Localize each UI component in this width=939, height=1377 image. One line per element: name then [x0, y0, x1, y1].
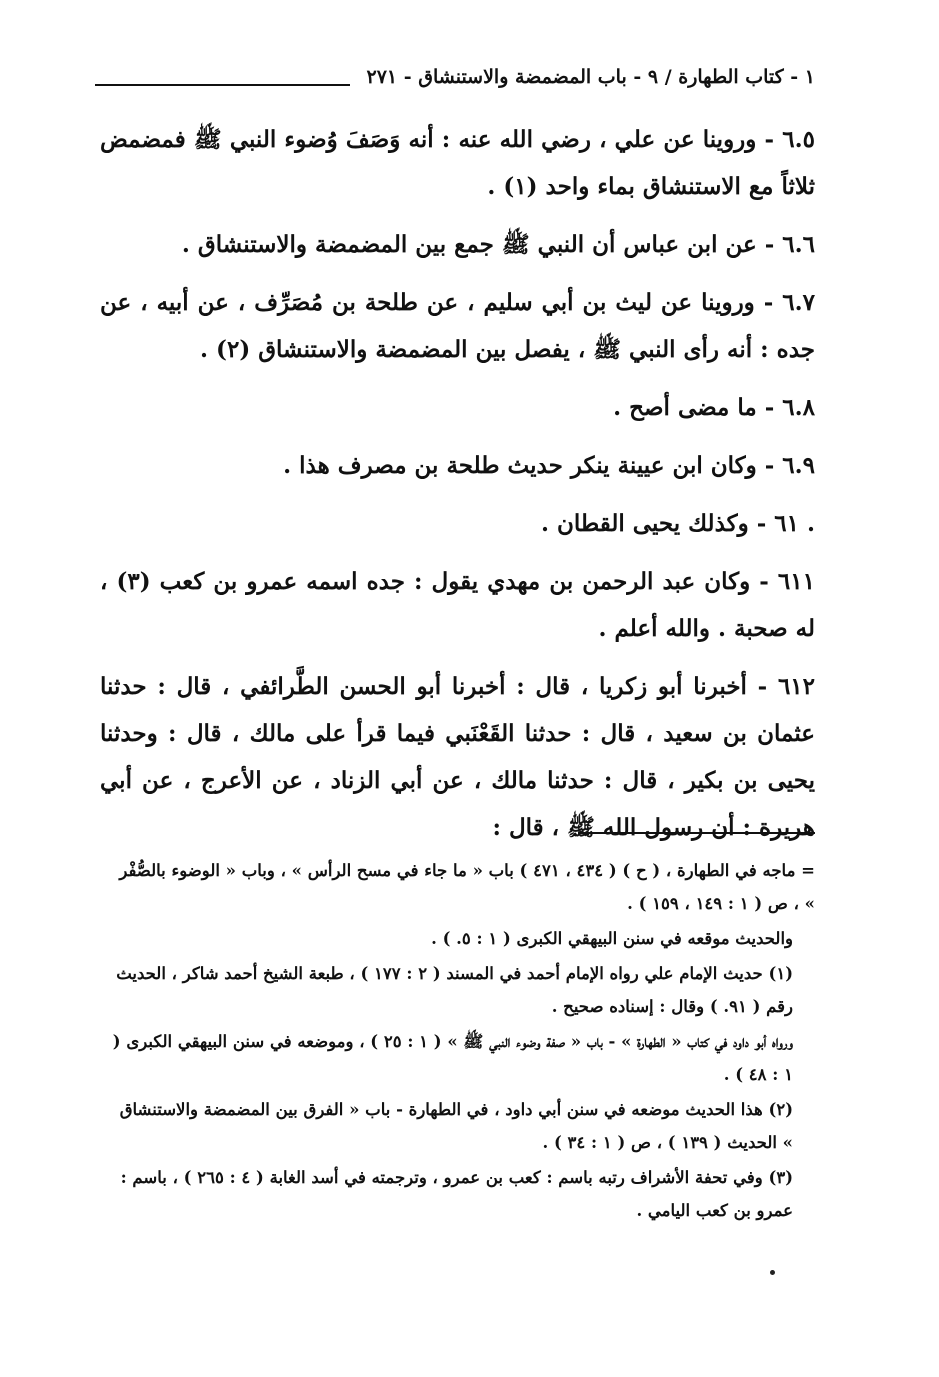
- paragraph-606: ٦.٦ - عن ابن عباس أن النبي ﷺ جمع بين المضمضة والاستنشاق .: [181, 231, 815, 258]
- footnote-2: (٢) هذا الحديث موضعه في سنن أبي داود ، في الطهارة - باب « الفرق بين المضمضة والاستنشاق » الحديث ( ١٣٩ ) ، ص ( ١ : ٣٤ ) .: [119, 1100, 793, 1152]
- footnote-3: (٣) وفي تحفة الأشراف رتبه باسم : كعب بن عمرو ، وترجمته في أسد الغابة ( ٤ : ٢٦٥ ) ، باسم : عمرو بن كعب اليامي .: [120, 1168, 793, 1220]
- running-header: [95, 62, 815, 102]
- header-rule: [95, 84, 350, 86]
- footnote-separator: [578, 832, 815, 834]
- paragraph-610: . ٦١ - وكذلك يحيى القطان .: [540, 510, 815, 537]
- ink-dot: [770, 1270, 775, 1275]
- paragraph-612: ٦١٢ - أخبرنا أبو زكريا ، قال : أخبرنا أبو الحسن الطَّرائفي ، قال : حدثنا عثمان بن سعيد ، قال : حدثنا القَعْنَبي فيما قرأ على مالك ، قال : وحدثنا يحيى بن بكير ، قال : حدثنا مالك ، عن أبي الزناد ، عن الأعرج ، عن أبي هريرة : أن رسول الله ﷺ ، قال :: [100, 673, 816, 841]
- footnote-text: والحديث موقعه في سنن البيهقي الكبرى ( ١ : ٥. ) .: [431, 929, 793, 948]
- footnote-1-continued: ورواه أبو داود في كتاب « الطهارة » - باب « صفة وضوء النبي ﷺ » ( ١ : ٢٥ ) ، وموضعه في سنن البيهقي الكبرى ( ١ : ٤٨ ) .: [112, 1032, 793, 1084]
- main-text: [100, 116, 815, 862]
- footnote-continuation: = ماجه في الطهارة ، ( ح ) ( ٤٣٤ ، ٤٧١ ) باب « ما جاء في مسح الرأس » ، وباب « الوضوء بالصُّفْر » ، ص ( ١ : ١٤٩ ، ١٥٩ ) .: [119, 861, 815, 913]
- paragraph-605: ٦.٥ - وروينا عن علي ، رضي الله عنه : أنه وَصَفَ وُضوء النبي ﷺ فمضمض ثلاثاً مع الاستنشاق بماء واحد (١) .: [100, 126, 815, 200]
- footnotes: [105, 854, 815, 1229]
- paragraph-611: ٦١١ - وكان عبد الرحمن بن مهدي يقول : جده اسمه عمرو بن كعب (٣) ، له صحبة . والله أعلم .: [100, 568, 815, 642]
- paragraph-608: ٦.٨ - ما مضى أصح .: [613, 394, 815, 421]
- header-title: ١ - كتاب الطهارة / ٩ - باب المضمضة والاستنشاق - ٢٧١: [366, 66, 815, 88]
- paragraph-607: ٦.٧ - وروينا عن ليث بن أبي سليم ، عن طلحة بن مُصَرِّف ، عن أبيه ، عن جده : أنه رأى النبي ﷺ ، يفصل بين المضمضة والاستنشاق (٢) .: [100, 289, 815, 363]
- footnote-1: (١) حديث الإمام علي رواه الإمام أحمد في المسند ( ٢ : ١٧٧ ) ، طبعة الشيخ أحمد شاكر ، الحديث رقم ( ٩١. ) وقال : إسناده صحيح .: [116, 964, 793, 1016]
- paragraph-609: ٦.٩ - وكان ابن عيينة ينكر حديث طلحة بن مصرف هذا .: [283, 452, 815, 479]
